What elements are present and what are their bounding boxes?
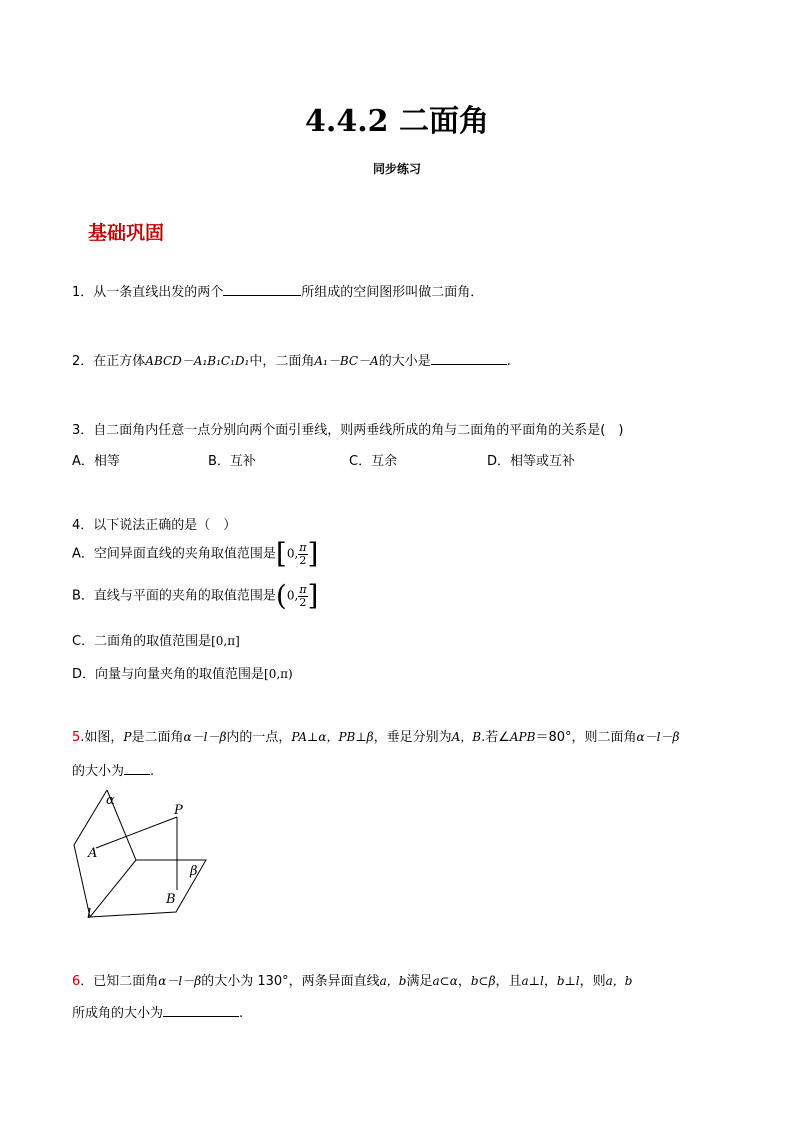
option-b[interactable] (72, 579, 319, 612)
math-dihedral: α－l－β (183, 730, 227, 744)
math-dihedral: α－l－β (158, 974, 202, 988)
question-6-line-2 (72, 1002, 243, 1021)
question-text: 的大小为 130°，两条异面直线 (201, 974, 380, 989)
question-text: ，垂足分别为 (373, 730, 452, 745)
answer-blank[interactable] (431, 352, 507, 365)
label-A: A (88, 846, 98, 861)
section-title: 基础巩固 (88, 222, 165, 244)
dihedral-figure (60, 785, 220, 925)
page-subtitle: 同步练习 (372, 162, 421, 176)
math-lines: a，b (379, 974, 407, 988)
math-point: P (123, 730, 132, 744)
question-text: 所成角的大小为 (72, 1006, 164, 1021)
question-number: 2． (72, 354, 94, 369)
option-c[interactable] (72, 630, 240, 649)
option-a[interactable] (72, 537, 319, 570)
plane-alpha (74, 790, 136, 917)
question-text: 满足 (406, 974, 433, 989)
question-text: 以下说法正确的是（ ） (93, 518, 237, 533)
question-text: ＝80°，则二面角 (535, 730, 637, 745)
math-condition: PA⊥α，PB⊥β (291, 730, 374, 744)
question-text: 自二面角内任意一点分别向两个面引垂线，则两垂线所成的角与二面角的平面角的关系是( ) (93, 423, 624, 438)
label-P: P (174, 803, 183, 818)
math-condition: a⊂α (432, 974, 458, 988)
option-a[interactable]: A．相等 (72, 454, 120, 469)
question-text: 的大小为 (72, 764, 125, 779)
math-condition: b⊥l (556, 974, 580, 988)
option-text: B．直线与平面的夹角的取值范围是 (72, 588, 276, 604)
math-condition: b⊂β (470, 974, 496, 988)
label-B: B (166, 892, 176, 907)
fraction-pi-over-2: $\frac{\pi}{2}$ (299, 582, 307, 609)
option-d[interactable] (72, 663, 293, 682)
question-text: 内的一点， (226, 730, 292, 745)
separator: ， (457, 974, 471, 989)
question-number: 6 (72, 974, 81, 989)
option-text: D．向量与向量夹角的取值范围是 (72, 667, 265, 682)
page-title: 4.4.2 二面角 (305, 104, 489, 139)
math-dihedral: A₁－BC－A (314, 354, 379, 368)
option-c[interactable]: C．互余 (349, 454, 398, 469)
math-feet: A，B (451, 730, 482, 744)
question-5 (72, 726, 679, 745)
question-text: 从一条直线出发的两个 (93, 285, 224, 300)
math-dihedral: α－l－β (636, 730, 680, 744)
label-beta: β (190, 864, 198, 879)
label-alpha: α (106, 793, 115, 808)
math-cube: ABCD－A₁B₁C₁D₁ (145, 354, 250, 368)
answer-blank[interactable] (124, 762, 150, 775)
question-number: 3． (72, 423, 94, 438)
math-zero: 0, (286, 546, 299, 561)
question-text: .若∠ (481, 730, 510, 745)
math-lines: a，b (605, 974, 633, 988)
option-text: C．二面角的取值范围是 (72, 634, 212, 649)
option-text: A．空间异面直线的夹角取值范围是 (72, 546, 276, 562)
question-5-line-2 (72, 760, 154, 779)
question-text: 所组成的空间图形叫做二面角． (301, 285, 484, 300)
math-range: [0,π] (211, 634, 240, 648)
question-text: ，则 (579, 974, 606, 989)
answer-blank[interactable] (163, 1004, 239, 1017)
question-2 (72, 350, 511, 369)
right-bracket: ] (307, 537, 319, 570)
question-end: . (239, 1006, 244, 1021)
math-zero: 0, (286, 588, 299, 603)
question-end: . (150, 764, 155, 779)
question-1 (72, 281, 483, 300)
answer-blank[interactable] (223, 283, 301, 296)
segment-PA (96, 817, 177, 848)
left-bracket: [ (275, 537, 287, 570)
right-bracket: ] (307, 579, 319, 612)
math-condition: a⊥l (521, 974, 544, 988)
question-text: .如图， (80, 730, 124, 745)
question-6 (72, 970, 633, 989)
left-paren: ( (275, 579, 287, 612)
question-text: 在正方体 (93, 354, 146, 369)
question-number: 5 (72, 730, 81, 745)
option-b[interactable]: B．互补 (208, 454, 256, 469)
question-text: 是二面角 (131, 730, 184, 745)
math-range: [0,π) (264, 667, 293, 681)
separator: ， (543, 974, 557, 989)
fraction-pi-over-2: $\frac{\pi}{2}$ (299, 540, 307, 567)
question-text: 的大小是 (378, 354, 431, 369)
option-d[interactable]: D．相等或互补 (487, 454, 576, 469)
question-text: 中，二面角 (249, 354, 315, 369)
label-l: l (87, 907, 92, 922)
question-4 (72, 514, 236, 533)
math-angle: APB (509, 730, 536, 744)
question-3 (72, 419, 623, 438)
question-text: ，且 (495, 974, 522, 989)
question-text: ．已知二面角 (80, 974, 159, 989)
question-number: 4． (72, 518, 94, 533)
question-number: 1． (72, 285, 94, 300)
question-end: . (506, 354, 511, 369)
plane-beta (90, 860, 206, 917)
